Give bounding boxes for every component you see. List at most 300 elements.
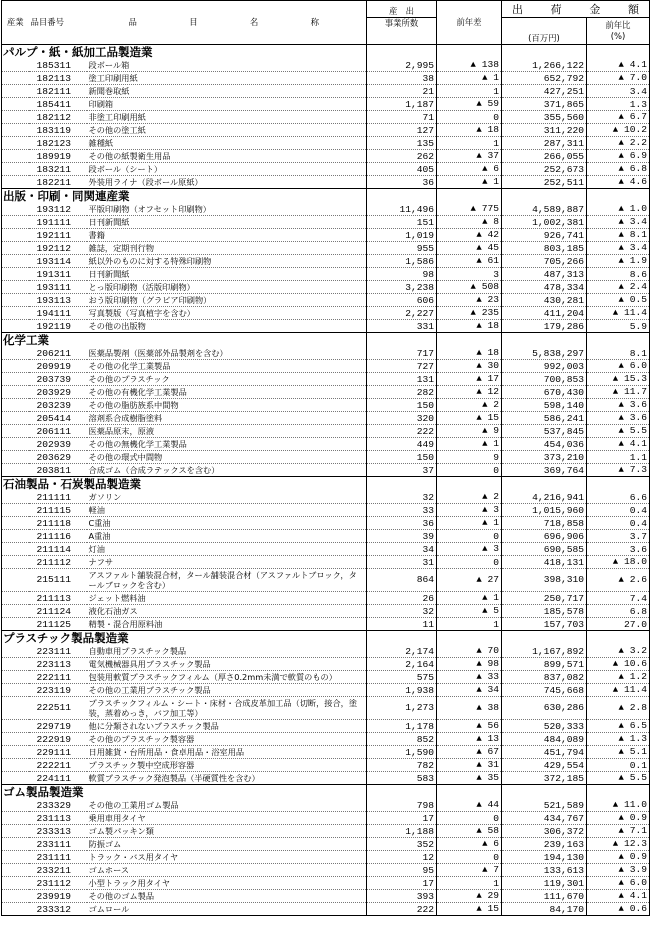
shipment-amount: 803,185: [502, 242, 587, 255]
ratio-value: 1.3: [629, 98, 647, 110]
industry-cell: [2, 294, 29, 307]
ratio-value: 3.6: [629, 412, 647, 423]
ratio-value: 27.0: [623, 618, 647, 630]
establishments: 606: [367, 294, 437, 307]
ratio-value: 3.2: [629, 645, 647, 656]
establishments: 2,174: [367, 645, 437, 658]
industry-cell: [2, 85, 29, 98]
ratio-value: 1.9: [629, 255, 647, 266]
diff-value: 18: [487, 124, 499, 135]
item-code: 211116: [29, 530, 87, 543]
diff-cell: [437, 491, 502, 504]
ratio-value: 2.4: [629, 281, 647, 292]
diff-value: 0: [493, 530, 499, 542]
shipment-amount: 179,286: [502, 320, 587, 333]
table-row: [2, 150, 650, 163]
table-row: [2, 504, 650, 517]
table-row: [2, 720, 650, 733]
negative-marker: ▲: [476, 672, 482, 682]
negative-marker: ▲: [618, 230, 624, 240]
ratio-value: 0.6: [629, 903, 647, 914]
diff-value: 29: [487, 890, 499, 901]
establishments: 17: [367, 877, 437, 890]
shipment-amount: 111,670: [502, 890, 587, 903]
empty-cell: [587, 631, 650, 646]
item-name: 自動車用プラスチック製品: [88, 645, 187, 656]
ratio-cell: [587, 229, 650, 242]
shipment-amount: 700,853: [502, 373, 587, 386]
table-row: [2, 812, 650, 825]
establishments: 26: [367, 592, 437, 605]
industry-cell: [2, 877, 29, 890]
item-code: 185311: [36, 59, 72, 71]
table-row: [2, 72, 650, 85]
ratio-cell: [587, 838, 650, 851]
establishments: 32: [367, 605, 437, 618]
shipment-amount: 434,767: [502, 812, 587, 825]
industry-cell: [2, 176, 29, 189]
item-code: 191111: [29, 216, 87, 229]
establishments: 12: [367, 851, 437, 864]
ratio-value: 1.0: [629, 203, 647, 214]
table-row: [2, 59, 650, 72]
diff-value: 2: [493, 399, 499, 410]
ratio-cell: [587, 203, 650, 216]
item-name: 非塗工印刷用紙: [87, 111, 367, 124]
diff-cell: [437, 605, 502, 618]
diff-cell: [437, 569, 502, 592]
negative-marker: ▲: [618, 138, 624, 148]
item-code: 233329: [36, 799, 72, 811]
diff-cell: [437, 851, 502, 864]
industry-cell: [2, 864, 29, 877]
establishments: 727: [367, 360, 437, 373]
shipment-amount: 586,241: [502, 412, 587, 425]
category-title: プラスチック製品製造業: [2, 631, 367, 646]
ratio-cell: [587, 438, 650, 451]
ratio-value: 3.4: [629, 85, 647, 97]
diff-cell: [437, 684, 502, 697]
ratio-value: 6.0: [629, 877, 647, 888]
establishments: 852: [367, 733, 437, 746]
diff-cell: [437, 903, 502, 916]
item-code: 203629: [29, 451, 87, 464]
diff-cell: [437, 124, 502, 137]
shipment-amount: 369,764: [502, 464, 587, 477]
item-name: 雑種紙: [87, 137, 367, 150]
item-code: 223119: [29, 684, 87, 697]
negative-marker: ▲: [482, 606, 488, 616]
item-code: 203739: [29, 373, 87, 386]
item-code: 233313: [29, 825, 87, 838]
ratio-cell: [587, 72, 650, 85]
item-name: 防振ゴム: [87, 838, 367, 851]
negative-marker: ▲: [612, 308, 619, 318]
industry-cell: [2, 825, 29, 838]
name-header-char: 品: [128, 17, 137, 27]
negative-marker: ▲: [618, 672, 624, 682]
shipment-amount: 718,858: [502, 517, 587, 530]
table-row: [2, 825, 650, 838]
industry-header: 産業: [2, 1, 29, 45]
negative-marker: ▲: [476, 413, 482, 423]
negative-marker: ▲: [618, 575, 624, 585]
item-code: 231112: [29, 877, 87, 890]
establishments: 38: [367, 72, 437, 85]
shipment-amount: 372,185: [502, 772, 587, 785]
establishments: 98: [367, 268, 437, 281]
negative-marker: ▲: [470, 60, 476, 70]
diff-cell: [437, 671, 502, 684]
unit-header: (百万円): [502, 18, 587, 45]
negative-marker: ▲: [618, 773, 624, 783]
item-name: その他の工業用ゴム製品: [88, 799, 179, 810]
establishments: 449: [367, 438, 437, 451]
item-code: 231113: [29, 812, 87, 825]
category-header-row: [2, 477, 650, 492]
shipment-amount: 630,286: [502, 697, 587, 720]
ratio-value: 0.4: [629, 517, 647, 529]
industry-cell: [2, 851, 29, 864]
negative-marker: ▲: [612, 659, 619, 669]
establishments: 262: [367, 150, 437, 163]
industry-cell: [2, 281, 29, 294]
diff-value: 42: [487, 229, 499, 240]
diff-cell: [437, 877, 502, 890]
diff-cell: [437, 864, 502, 877]
table-row: [2, 903, 650, 916]
negative-marker: ▲: [618, 164, 624, 174]
ratio-value: 6.8: [629, 605, 647, 617]
shipment-amount: 899,571: [502, 658, 587, 671]
diff-cell: [437, 504, 502, 517]
establishments: 11: [367, 618, 437, 631]
table-row: [2, 307, 650, 320]
table-row: [2, 838, 650, 851]
item-name: その他の有機化学工業製品: [87, 386, 367, 399]
establishments: 95: [367, 864, 437, 877]
category-title: 化学工業: [2, 333, 367, 348]
diff-cell: [437, 838, 502, 851]
empty-cell: [367, 333, 437, 348]
diff-cell: [437, 556, 502, 569]
item-code: 192112: [29, 242, 87, 255]
item-name: 液化石油ガス: [87, 605, 367, 618]
category-title: ゴム製品製造業: [2, 785, 367, 800]
diff-cell: [437, 733, 502, 746]
ratio-value: 10.2: [623, 124, 647, 135]
shipment-amount: 371,865: [502, 98, 587, 111]
item-name: A重油: [87, 530, 367, 543]
ratio-cell: [587, 320, 650, 333]
item-name: ゴムホース: [87, 864, 367, 877]
table-row: [2, 176, 650, 189]
negative-marker: ▲: [476, 348, 482, 358]
diff-value: 1: [493, 517, 499, 528]
industry-cell: [2, 733, 29, 746]
diff-cell: [437, 360, 502, 373]
negative-marker: ▲: [482, 593, 488, 603]
table-row: [2, 203, 650, 216]
negative-marker: ▲: [476, 374, 482, 384]
shipment-amount: 430,281: [502, 294, 587, 307]
diff-cell: [437, 59, 502, 72]
negative-marker: ▲: [476, 734, 482, 744]
establishments: 320: [367, 412, 437, 425]
establishments: 282: [367, 386, 437, 399]
item-code: 202939: [29, 438, 87, 451]
item-code: 206111: [29, 425, 87, 438]
industry-cell: [2, 759, 29, 772]
diff-value: 70: [487, 645, 499, 656]
diff-value: 59: [487, 98, 499, 109]
ratio-cell: [587, 124, 650, 137]
name-header-char: 目: [189, 17, 198, 27]
item-name: その他のプラスチック製容器: [87, 733, 367, 746]
item-code: 211124: [29, 605, 87, 618]
item-name: その他のゴム製品: [87, 890, 367, 903]
negative-marker: ▲: [482, 492, 488, 502]
item-code: 183119: [29, 124, 87, 137]
item-name: 書籍: [87, 229, 367, 242]
diff-value: 23: [487, 294, 499, 305]
industry-cell: [2, 111, 29, 124]
ratio-cell: [587, 517, 650, 530]
ratio-value: 3.4: [629, 242, 647, 253]
industry-cell: [2, 347, 29, 360]
ratio-cell: [587, 137, 650, 150]
shipment-amount: 837,082: [502, 671, 587, 684]
item-name: 軽油: [87, 504, 367, 517]
diff-value: 17: [487, 373, 499, 384]
item-code: 223111: [36, 645, 72, 657]
ratio-cell: [587, 373, 650, 386]
ratio-value: 4.1: [629, 438, 647, 449]
ratio-value: 6.9: [629, 150, 647, 161]
diff-value: 1: [493, 72, 499, 83]
empty-cell: [367, 45, 437, 60]
ratio-cell: [587, 451, 650, 464]
ratio-cell: [587, 59, 650, 72]
table-row: [2, 111, 650, 124]
negative-marker: ▲: [476, 646, 482, 656]
item-name: 灯油: [87, 543, 367, 556]
table-row: [2, 438, 650, 451]
item-code: 231111: [29, 851, 87, 864]
table-row: [2, 320, 650, 333]
establishments: 331: [367, 320, 437, 333]
ratio-value: 3.4: [629, 216, 647, 227]
establishments: 11,496: [367, 203, 437, 216]
negative-marker: ▲: [612, 839, 619, 849]
ratio-value: 4.6: [629, 176, 647, 187]
establishments: 1,590: [367, 746, 437, 759]
shipment-amount: 926,741: [502, 229, 587, 242]
industry-cell: [2, 838, 29, 851]
ratio-value: 4.1: [629, 59, 647, 70]
establishments: 3,238: [367, 281, 437, 294]
diff-cell: [437, 268, 502, 281]
table-row: [2, 671, 650, 684]
industry-cell: [2, 307, 29, 320]
establishments: 36: [367, 176, 437, 189]
diff-value: 0: [493, 812, 499, 824]
establishments: 352: [367, 838, 437, 851]
item-name: 印刷箱: [87, 98, 367, 111]
diff-value: 1: [493, 438, 499, 449]
negative-marker: ▲: [476, 125, 482, 135]
diff-value: 12: [487, 386, 499, 397]
diff-value: 0: [493, 464, 499, 476]
item-code: 224111: [29, 772, 87, 785]
ratio-value: 2.6: [629, 574, 647, 585]
industry-cell: [2, 438, 29, 451]
diff-value: 7: [493, 864, 499, 875]
diff-cell: [437, 386, 502, 399]
ratio-cell: [587, 294, 650, 307]
ratio-value: 0.5: [629, 294, 647, 305]
diff-cell: [437, 399, 502, 412]
empty-cell: [437, 477, 502, 492]
category-header-row: [2, 631, 650, 646]
code-header: 品目番号: [29, 1, 87, 45]
industry-cell: [2, 697, 29, 720]
shipment-amount: 252,673: [502, 163, 587, 176]
table-row: [2, 556, 650, 569]
establishments: 782: [367, 759, 437, 772]
item-name: 乗用車用タイヤ: [87, 812, 367, 825]
category-header-row: [2, 333, 650, 348]
table-row: [2, 347, 650, 360]
ratio-cell: [587, 412, 650, 425]
ratio-cell: [587, 150, 650, 163]
negative-marker: ▲: [470, 204, 476, 214]
negative-marker: ▲: [482, 426, 488, 436]
diff-cell: [437, 772, 502, 785]
negative-marker: ▲: [476, 826, 482, 836]
shipment-amount: 429,554: [502, 759, 587, 772]
item-code: 211114: [29, 543, 87, 556]
diff-header: 前年差: [437, 1, 502, 45]
item-name: 平版印刷物（オフセット印刷物）: [88, 203, 211, 214]
shipments-header-char: 荷: [550, 2, 562, 16]
shipment-amount: 1,002,381: [502, 216, 587, 229]
table-row: [2, 592, 650, 605]
diff-value: 44: [487, 799, 499, 810]
negative-marker: ▲: [476, 321, 482, 331]
shipment-amount: 696,906: [502, 530, 587, 543]
item-name: ガソリン: [88, 491, 122, 502]
negative-marker: ▲: [476, 151, 482, 161]
ratio-value: 3.9: [629, 864, 647, 875]
ratio-cell: [587, 360, 650, 373]
establishments: 2,227: [367, 307, 437, 320]
shipment-amount: 411,204: [502, 307, 587, 320]
negative-marker: ▲: [482, 164, 488, 174]
item-name: ナフサ: [87, 556, 367, 569]
diff-value: 1: [493, 618, 499, 630]
empty-cell: [367, 785, 437, 800]
industry-cell: [2, 618, 29, 631]
item-name: 溶剤系合成樹脂塗料: [87, 412, 367, 425]
table-row: [2, 451, 650, 464]
ratio-value: 3.6: [629, 399, 647, 410]
ratio-value: 3.7: [629, 530, 647, 542]
ratio-value: 11.4: [623, 684, 647, 695]
establishments: 36: [367, 517, 437, 530]
negative-marker: ▲: [618, 439, 624, 449]
negative-marker: ▲: [482, 400, 488, 410]
industry-cell: [2, 720, 29, 733]
table-row: [2, 530, 650, 543]
item-name: 軟質プラスチック発泡製品（半硬質性を含む）: [87, 772, 367, 785]
table-row: [2, 98, 650, 111]
industry-cell: [2, 530, 29, 543]
ratio-value: 6.6: [629, 491, 647, 503]
ratio-cell: [587, 658, 650, 671]
table-row: [2, 517, 650, 530]
table-row: [2, 399, 650, 412]
shipment-amount: 306,372: [502, 825, 587, 838]
negative-marker: ▲: [476, 361, 482, 371]
establishments: 150: [367, 399, 437, 412]
diff-value: 0: [493, 851, 499, 863]
item-code: 229111: [29, 746, 87, 759]
negative-marker: ▲: [482, 73, 488, 83]
item-code: 182112: [29, 111, 87, 124]
category-title: パルプ・紙・紙加工品製造業: [2, 45, 367, 60]
table-row: [2, 543, 650, 556]
table-row: [2, 851, 650, 864]
ratio-value: 12.3: [623, 838, 647, 849]
diff-cell: [437, 592, 502, 605]
establishments: 39: [367, 530, 437, 543]
item-name: 他に分類されないプラスチック製品: [87, 720, 367, 733]
diff-value: 1: [493, 176, 499, 187]
item-name: 紙以外のものに対する特殊印刷物: [87, 255, 367, 268]
shipment-amount: 427,251: [502, 85, 587, 98]
ratio-value: 7.3: [629, 464, 647, 475]
ratio-cell: [587, 464, 650, 477]
item-code: 182123: [29, 137, 87, 150]
category-header-row: [2, 785, 650, 800]
empty-cell: [437, 333, 502, 348]
shipment-amount: 537,845: [502, 425, 587, 438]
shipment-amount: 252,511: [502, 176, 587, 189]
ratio-value: 7.1: [629, 825, 647, 836]
table-row: [2, 759, 650, 772]
ratio-cell: [587, 504, 650, 517]
item-code: 211112: [29, 556, 87, 569]
ratio-value: 7.0: [629, 72, 647, 83]
item-code: 211125: [29, 618, 87, 631]
negative-marker: ▲: [618, 878, 624, 888]
industry-cell: [2, 903, 29, 916]
ratio-cell: [587, 605, 650, 618]
empty-cell: [437, 189, 502, 204]
name-header: [87, 1, 367, 45]
ratio-cell: [587, 569, 650, 592]
diff-cell: [437, 111, 502, 124]
shipment-amount: 745,668: [502, 684, 587, 697]
item-code: 229719: [29, 720, 87, 733]
industry-cell: [2, 605, 29, 618]
diff-cell: [437, 255, 502, 268]
item-name: 医薬品製剤（医薬部外品製剤を含む）: [88, 347, 228, 358]
category-title: 出版・印刷・同関連産業: [2, 189, 367, 204]
shipment-amount: 521,589: [502, 799, 587, 812]
item-code: 192111: [29, 229, 87, 242]
